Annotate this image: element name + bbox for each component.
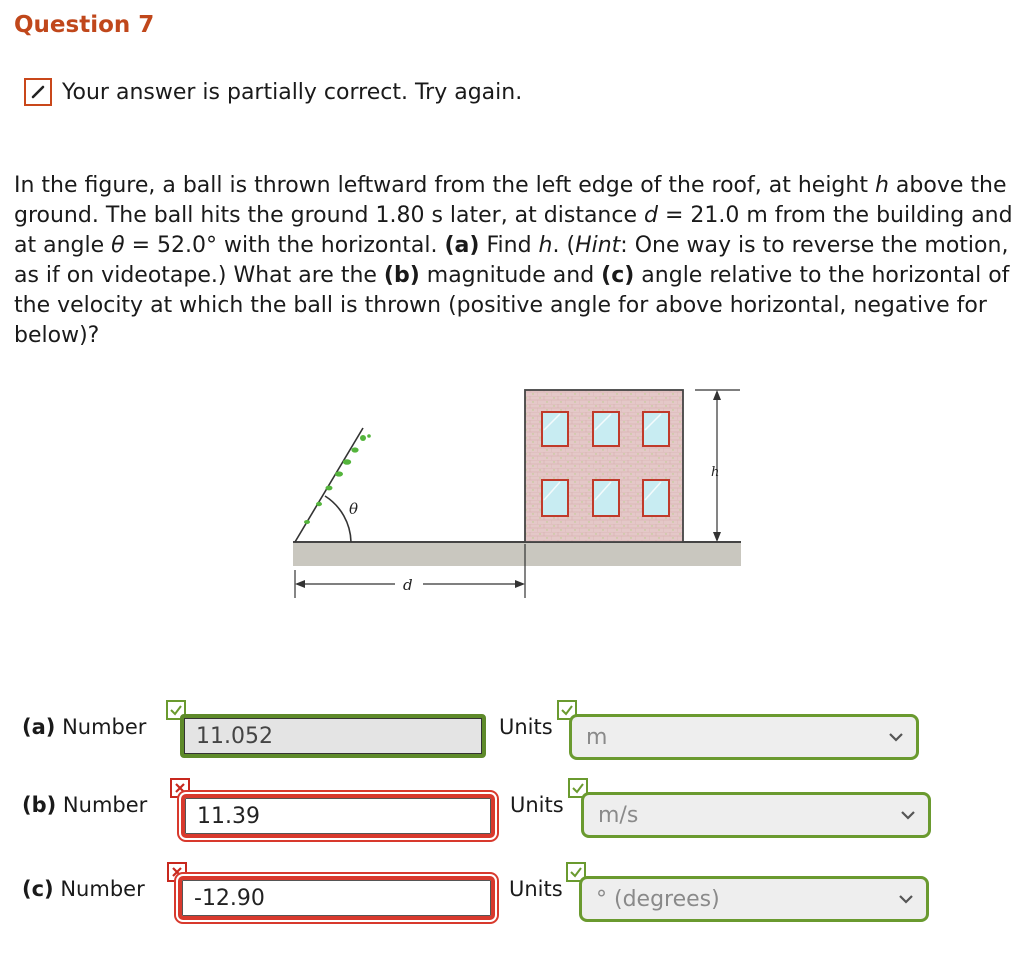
problem-statement: In the figure, a ball is thrown leftward from the left edge of the roof, at height h above the ground. The ball hits the ground 1.80 s later, at distance d = 21.0 m from the building and at angle θ = 52.0° with the horizontal. (a) Find h. (Hint: One way is to reverse the motion, as if on videotape.) What are the (b) magnitude and (c) angle relative to the horizontal of the velocity at which the ball is thrown (positive angle for above horizontal, negative for below)?	[14, 173, 1013, 348]
pencil-icon	[24, 78, 52, 106]
answer-label: (b) Number	[22, 793, 148, 817]
answer-row-a	[0, 700, 1026, 760]
theta-label: θ	[349, 500, 359, 518]
units-label: Units	[509, 877, 563, 901]
number-input-a[interactable]: 11.052	[180, 714, 486, 758]
answer-label: (c) Number	[22, 877, 145, 901]
chevron-down-icon	[900, 810, 916, 820]
status-text: Your answer is partially correct. Try again.	[62, 79, 523, 105]
problem-figure	[285, 380, 745, 610]
units-label: Units	[510, 793, 564, 817]
units-select-c[interactable]: ° (degrees)	[579, 876, 929, 922]
chevron-down-icon	[888, 732, 904, 742]
ground	[293, 542, 741, 566]
h-label: h	[711, 465, 720, 480]
units-select-a[interactable]: m	[569, 714, 919, 760]
number-input-b[interactable]: 11.39	[181, 794, 495, 838]
answer-status	[24, 78, 522, 106]
d-label: d	[403, 576, 413, 594]
impact-line	[295, 428, 363, 542]
number-input-c[interactable]: -12.90	[178, 876, 495, 920]
question-title: Question 7	[14, 12, 155, 38]
units-label: Units	[499, 715, 553, 739]
answer-label: (a) Number	[22, 715, 147, 739]
answer-row-b	[0, 778, 1026, 838]
units-select-b[interactable]: m/s	[581, 792, 931, 838]
angle-arc	[325, 496, 351, 542]
chevron-down-icon	[898, 894, 914, 904]
answer-row-c	[0, 862, 1026, 922]
